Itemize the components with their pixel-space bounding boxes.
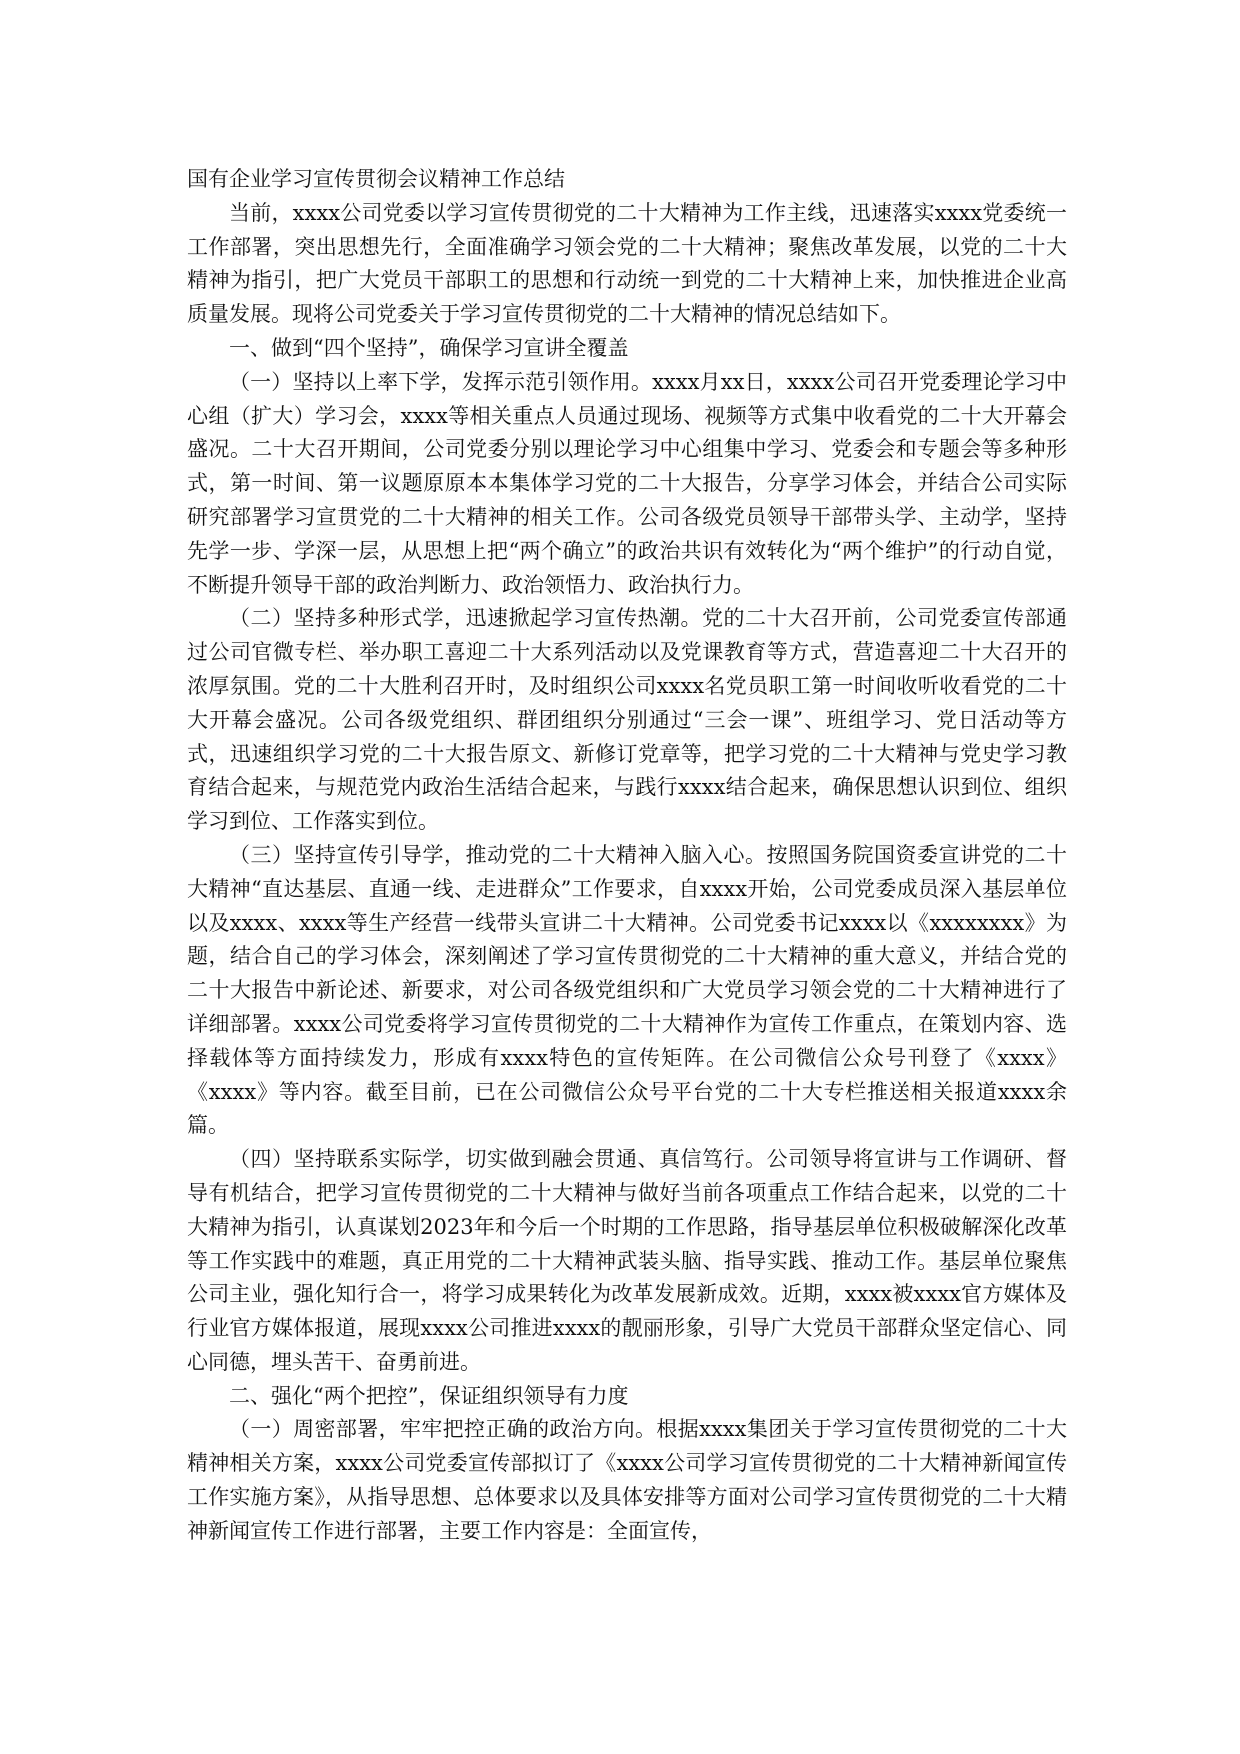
paragraph-intro: 当前，xxxx公司党委以学习宣传贯彻党的二十大精神为工作主线，迅速落实xxxx党委统一工作部署，突出思想先行，全面准确学习领会党的二十大精神；聚焦改革发展，以党的二十大精神为指引，把广大党员干部职工的思想和行动统一到党的二十大精神上来，加快推进企业高质量发展。现将公司党委关于学习宣传贯彻党的二十大精神的情况总结如下。 — [187, 200, 1067, 327]
paragraph-2-1: （一）周密部署，牢牢把控正确的政治方向。根据xxxx集团关于学习宣传贯彻党的二十大精神相关方案，xxxx公司党委宣传部拟订了《xxxx公司学习宣传贯彻党的二十大精神新闻宣传工作实施方案》，从指导思想、总体要求以及具体安排等方面对公司学习宣传贯彻党的二十大精神新闻宣传工作进行部署，主要工作内容是：全面宣传， — [187, 1417, 1067, 1543]
paragraph-1-3: （三）坚持宣传引导学，推动党的二十大精神入脑入心。按照国务院国资委宣讲党的二十大精神“直达基层、直通一线、走进群众”工作要求，自xxxx开始，公司党委成员深入基层单位以及xxxx、xxxx等生产经营一线带头宣讲二十大精神。公司党委书记xxxx以《xxxxxxxx》为题，结合自己的学习体会，深刻阐述了学习宣传贯彻党的二十大精神的重大意义，并结合党的二十大报告中新论述、新要求，对公司各级党组织和广大党员学习领会党的二十大精神进行了详细部署。xxxx公司党委将学习宣传贯彻党的二十大精神作为宣传工作重点，在策划内容、选择载体等方面持续发力，形成有xxxx特色的宣传矩阵。在公司微信公众号刊登了《xxxx》《xxxx》等内容。截至目前，已在公司微信公众号平台党的二十大专栏推送相关报道xxxx余篇。 — [187, 842, 1067, 1138]
paragraph-1-4: （四）坚持联系实际学，切实做到融会贯通、真信笃行。公司领导将宣讲与工作调研、督导有机结合，把学习宣传贯彻党的二十大精神与做好当前各项重点工作结合起来，以党的二十大精神为指引，认真谋划2023年和今后一个时期的工作思路，指导基层单位积极破解深化改革等工作实践中的难题，真正用党的二十大精神武装头脑、指导实践、推动工作。基层单位聚焦公司主业，强化知行合一，将学习成果转化为改革发展新成效。近期，xxxx被xxxx官方媒体及行业官方媒体报道，展现xxxx公司推进xxxx的靓丽形象，引导广大党员干部群众坚定信心、同心同德，埋头苦干、奋勇前进。 — [187, 1147, 1067, 1374]
paragraph-1-2: （二）坚持多种形式学，迅速掀起学习宣传热潮。党的二十大召开前，公司党委宣传部通过公司官微专栏、举办职工喜迎二十大系列活动以及党课教育等方式，营造喜迎二十大召开的浓厚氛围。党的二十大胜利召开时，及时组织公司xxxx名党员职工第一时间收听收看党的二十大开幕会盛况。公司各级党组织、群团组织分别通过“三会一课”、班组学习、党日活动等方式，迅速组织学习党的二十大报告原文、新修订党章等，把学习党的二十大精神与党史学习教育结合起来，与规范党内政治生活结合起来，与践行xxxx结合起来，确保思想认识到位、组织学习到位、工作落实到位。 — [187, 606, 1067, 834]
paragraph-1-1: （一）坚持以上率下学，发挥示范引领作用。xxxx月xx日，xxxx公司召开党委理论学习中心组（扩大）学习会，xxxx等相关重点人员通过现场、视频等方式集中收看党的二十大开幕会盛况。二十大召开期间，公司党委分别以理论学习中心组集中学习、党委会和专题会等多种形式，第一时间、第一议题原原本本集体学习党的二十大报告，分享学习体会，并结合公司实际研究部署学习宣贯党的二十大精神的相关工作。公司各级党员领导干部带头学、主动学，坚持先学一步、学深一层，从思想上把“两个确立”的政治共识有效转化为“两个维护”的行动自觉，不断提升领导干部的政治判断力、政治领悟力、政治执行力。 — [187, 369, 1067, 597]
document-title: 国有企业学习宣传贯彻会议精神工作总结 — [187, 167, 565, 191]
document-body — [187, 163, 1067, 1549]
section-heading-1: 一、做到“四个坚持”，确保学习宣讲全覆盖 — [229, 335, 629, 360]
section-heading-2: 二、强化“两个把控”，保证组织领导有力度 — [229, 1383, 629, 1408]
